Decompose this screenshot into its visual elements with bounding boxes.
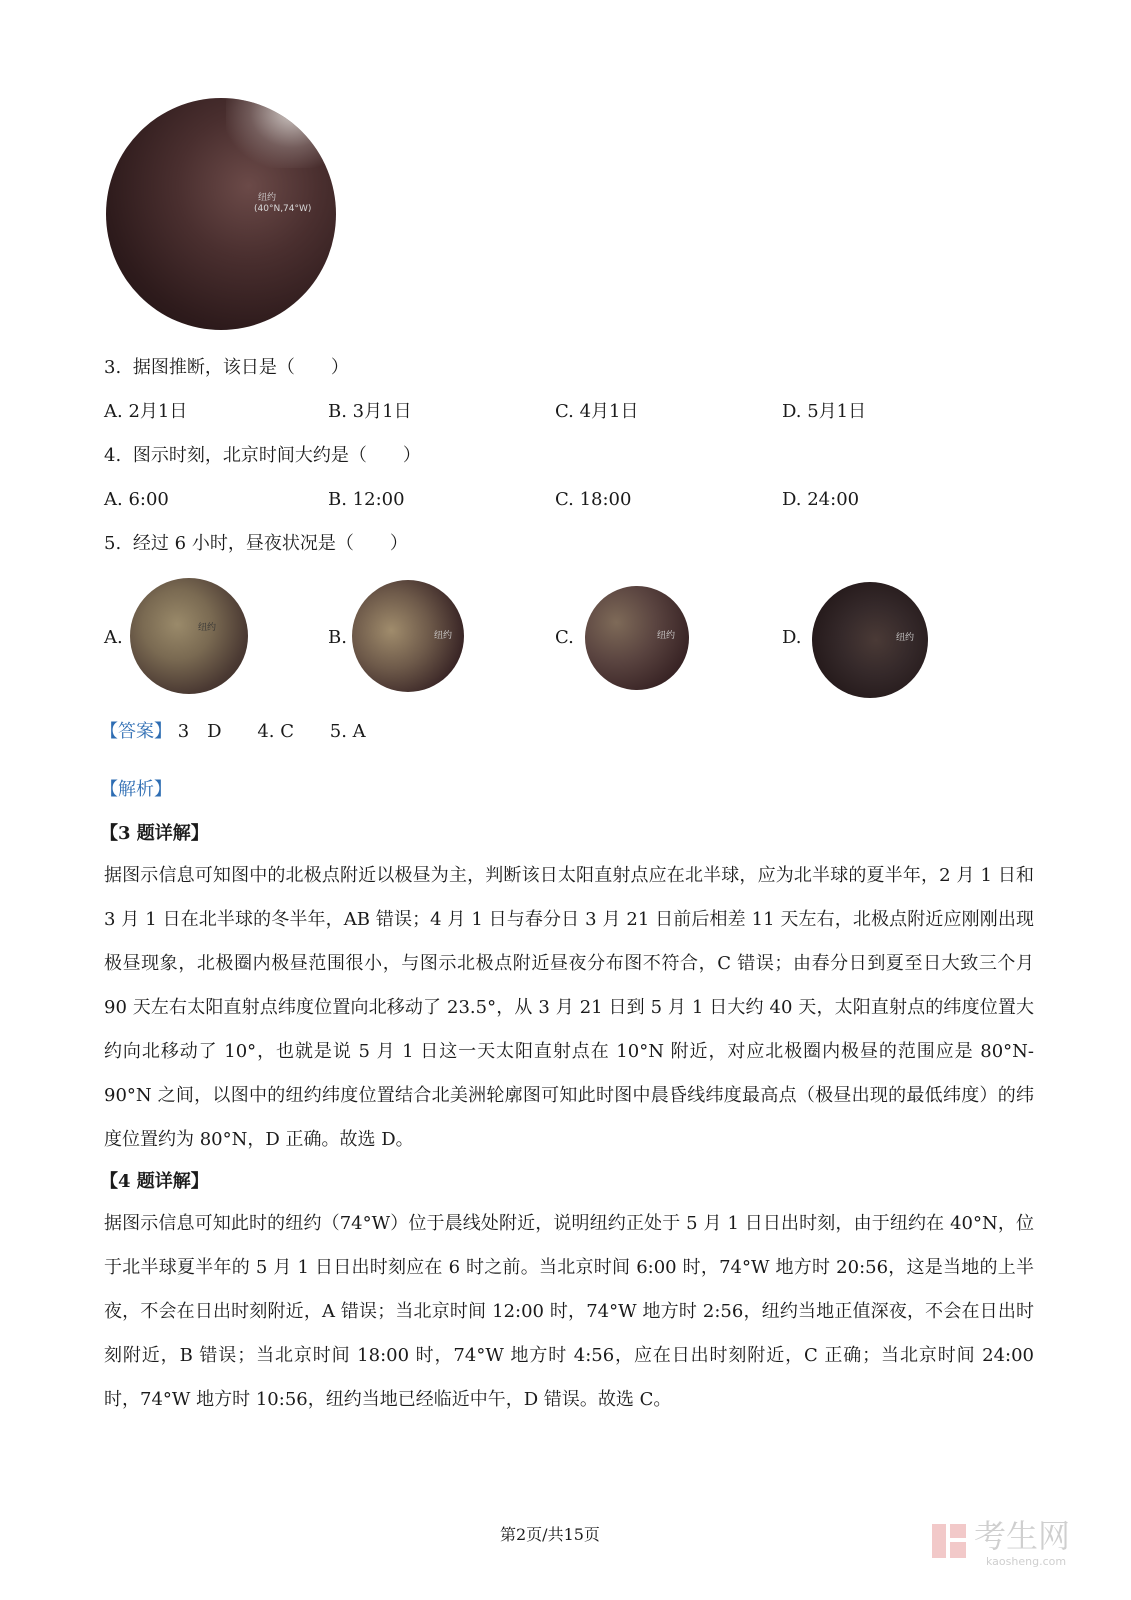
question-5-text: 经过 6 小时，昼夜状况是（ ） [132, 533, 408, 554]
page-number: 第2页/共15页 [500, 1525, 600, 1544]
option-b-globe [352, 580, 464, 692]
question-4-option-c: C. 18:00 [555, 489, 632, 510]
watermark-logo [928, 1512, 1088, 1572]
option-d-globe [812, 582, 928, 698]
main-globe-coord-label: (40°N,74°W) [254, 204, 312, 214]
option-a-globe-city-label: 纽约 [198, 623, 217, 633]
q3-detail-text: 据图示信息可知图中的北极点附近以极昼为主，判断该日太阳直射点应在北半球，应为北半球的夏半年，2 月 1 日和 3 月 1 日在北半球的冬半年，AB 错误；4 月 1 日与春分日 3 月 21 日前后相差 11 天左右，北极点附近应刚刚出现极昼现象，北极圈内极昼范围很小，与图示北极点附近昼夜分布图不符合，C 错误；由春分日到夏至日大致三个月 90 天左右太阳直射点纬度位置向北移动了 23.5°，从 3 月 21 日到 5 月 1 日大约 40 天，太阳直射点的纬度位置大约向北移动了 10°，也就是说 5 月 1 日这一天太阳直射点在 10°N 附近，对应北极圈内极昼的范围应是 80°N-90°N 之间，以图中的纽约纬度位置结合北美洲轮廓图可知此时图中晨昏线纬度最高点（极昼出现的最低纬度）的纬度位置约为 80°N，D 正确。故选 D。 [104, 865, 1034, 1150]
watermark-logo-icon [928, 1520, 970, 1562]
answer-label: 【答案】 [100, 721, 172, 742]
question-4-text: 图示时刻，北京时间大约是（ ） [132, 445, 421, 466]
question-5-option-c-label: C. [555, 627, 574, 648]
question-3-option-b: B. 3月1日 [328, 401, 412, 422]
answer-q3: 3 D [177, 721, 222, 742]
question-5-option-d-label: D. [782, 627, 802, 648]
question-5-option-b-label: B. [328, 627, 347, 648]
question-4 [104, 445, 421, 467]
question-3 [104, 357, 349, 379]
question-4-number: 4. [104, 445, 122, 466]
question-3-option-d: D. 5月1日 [782, 401, 867, 422]
q3-detail-header: 【3 题详解】 [100, 823, 209, 844]
question-3-option-a: A. 2月1日 [104, 401, 188, 422]
question-4-option-b: B. 12:00 [328, 489, 405, 510]
option-a-globe [130, 578, 248, 694]
answer-q4: 4. C [257, 721, 295, 742]
question-5-number: 5. [104, 533, 122, 554]
question-3-number: 3. [104, 357, 122, 378]
watermark-name: 考生网 [974, 1517, 1071, 1555]
question-5 [104, 533, 408, 555]
q4-detail-header: 【4 题详解】 [100, 1171, 209, 1192]
question-4-option-a: A. 6:00 [104, 489, 169, 510]
answer-q5: 5. A [329, 721, 366, 742]
question-5-option-a-label: A. [104, 627, 123, 648]
answer-line [100, 721, 366, 743]
main-globe-figure [106, 98, 336, 330]
option-b-globe-city-label: 纽约 [434, 631, 453, 641]
main-globe-city-label: 纽约 [258, 193, 277, 203]
question-3-option-c: C. 4月1日 [555, 401, 639, 422]
main-globe-day-area [226, 98, 336, 168]
option-c-globe-city-label: 纽约 [657, 631, 676, 641]
question-3-text: 据图推断，该日是（ ） [132, 357, 349, 378]
option-d-globe-city-label: 纽约 [896, 633, 915, 643]
analysis-label: 【解析】 [100, 779, 172, 800]
watermark-url: kaosheng.com [986, 1555, 1067, 1568]
question-4-option-d: D. 24:00 [782, 489, 860, 510]
q4-detail-text: 据图示信息可知此时的纽约（74°W）位于晨线处附近，说明纽约正处于 5 月 1 日日出时刻，由于纽约在 40°N，位于北半球夏半年的 5 月 1 日日出时刻应在 6 时之前。当北京时间 6:00 时，74°W 地方时 20:56，这是当地的上半夜，不会在日出时刻附近，A 错误；当北京时间 12:00 时，74°W 地方时 2:56，纽约当地正值深夜，不会在日出时刻附近，B 错误；当北京时间 18:00 时，74°W 地方时 4:56，应在日出时刻附近，C 正确；当北京时间 24:00 时，74°W 地方时 10:56，纽约当地已经临近中午，D 错误。故选 C。 [104, 1213, 1034, 1410]
option-c-globe [585, 586, 689, 690]
